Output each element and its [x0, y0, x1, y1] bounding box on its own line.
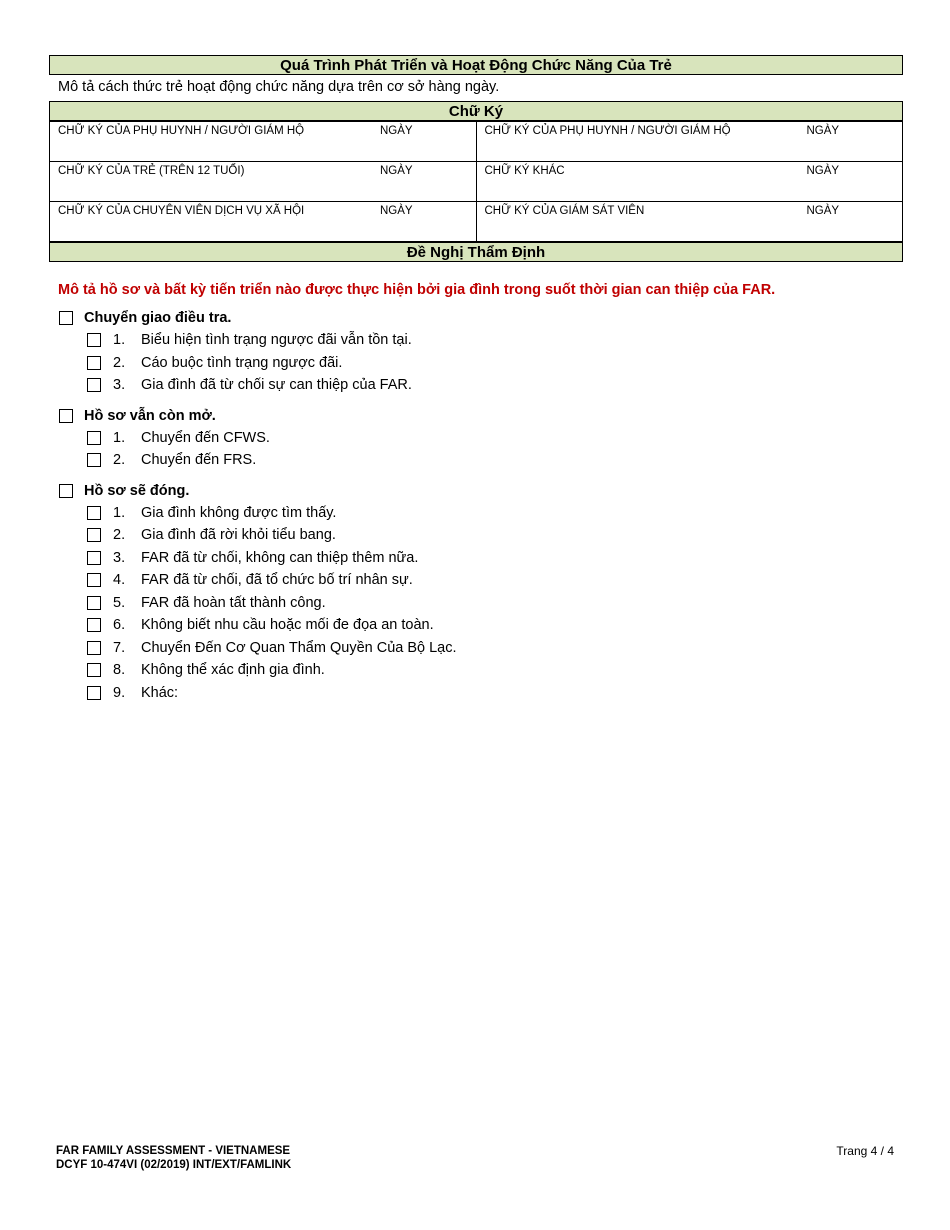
signature-label: CHỮ KÝ CỦA GIÁM SÁT VIÊN — [484, 205, 645, 217]
option-number: 2. — [113, 527, 126, 544]
form-page — [49, 55, 903, 704]
option-number: 2. — [113, 452, 126, 469]
option-number: 2. — [113, 354, 126, 371]
option-text: Gia đình đã rời khỏi tiểu bang. — [141, 527, 336, 544]
option-number: 3. — [113, 549, 126, 566]
signature-field[interactable] — [50, 202, 477, 242]
option-number: 6. — [113, 617, 126, 634]
option-text: Không thể xác định gia đình. — [141, 662, 325, 679]
option-checkbox[interactable] — [87, 551, 101, 565]
option-text: FAR đã từ chối, không can thiệp thêm nữa. — [141, 549, 419, 566]
option-item — [87, 374, 903, 397]
option-text: Cáo buộc tình trạng ngược đãi. — [141, 354, 343, 371]
option-item — [87, 547, 903, 570]
date-label: NGÀY — [380, 125, 413, 137]
option-item — [87, 569, 903, 592]
development-section-header: Quá Trình Phát Triển và Hoạt Động Chức Năng Của Trẻ — [49, 55, 903, 75]
option-group — [59, 307, 903, 397]
group-checkbox[interactable] — [59, 409, 73, 423]
option-text: Không biết nhu cầu hoặc mối đe đọa an toàn. — [141, 617, 434, 634]
group-label: Hồ sơ sẽ đóng. — [84, 482, 190, 499]
development-description: Mô tả cách thức trẻ hoạt động chức năng dựa trên cơ sở hàng ngày. — [58, 79, 500, 95]
option-item — [87, 352, 903, 375]
date-label: NGÀY — [806, 125, 840, 137]
signature-field[interactable] — [50, 162, 477, 202]
signature-table — [49, 121, 903, 242]
signature-row — [50, 122, 903, 162]
signature-section-header: Chữ Ký — [49, 101, 903, 121]
signature-label: CHỮ KÝ KHÁC — [484, 165, 565, 177]
recommendation-instruction: Mô tả hồ sơ và bất kỳ tiến triển nào được thực hiện bởi gia đình trong suốt thời gian can thiệp của FAR. — [58, 282, 776, 298]
date-label: NGÀY — [380, 165, 413, 177]
option-number: 8. — [113, 662, 126, 679]
option-checkbox[interactable] — [87, 596, 101, 610]
option-item — [87, 449, 903, 472]
form-name: FAR FAMILY ASSESSMENT - VIETNAMESE — [56, 1145, 291, 1157]
signature-field[interactable] — [476, 122, 903, 162]
option-checkbox[interactable] — [87, 528, 101, 542]
date-label: NGÀY — [806, 165, 840, 177]
option-checkbox[interactable] — [87, 333, 101, 347]
option-text: Gia đình đã từ chối sự can thiệp của FAR. — [141, 377, 412, 394]
option-number: 1. — [113, 504, 126, 521]
option-checkbox[interactable] — [87, 431, 101, 445]
option-item — [87, 659, 903, 682]
option-group — [59, 480, 903, 705]
signature-label: CHỮ KÝ CỦA TRẺ (TRÊN 12 TUỔI) — [58, 165, 245, 177]
recommendation-section-header: Đề Nghị Thẩm Định — [49, 242, 903, 262]
recommendation-options — [49, 307, 903, 704]
page-number: Trang 4 / 4 — [836, 1144, 894, 1158]
option-checkbox[interactable] — [87, 618, 101, 632]
option-number: 1. — [113, 429, 126, 446]
form-footer — [56, 1144, 291, 1172]
option-group-header — [59, 405, 903, 427]
option-number: 5. — [113, 594, 126, 611]
signature-label: CHỮ KÝ CỦA CHUYÊN VIÊN DỊCH VỤ XÃ HỘI — [58, 205, 305, 217]
option-item — [87, 682, 903, 705]
option-number: 7. — [113, 639, 126, 656]
date-label: NGÀY — [806, 205, 840, 217]
option-group-header — [59, 480, 903, 502]
group-label: Chuyển giao điều tra. — [84, 310, 232, 326]
signature-field[interactable] — [50, 122, 477, 162]
group-checkbox[interactable] — [59, 484, 73, 498]
date-label: NGÀY — [380, 205, 413, 217]
option-checkbox[interactable] — [87, 686, 101, 700]
option-text: Chuyển đến FRS. — [141, 452, 257, 469]
option-checkbox[interactable] — [87, 506, 101, 520]
option-checkbox[interactable] — [87, 378, 101, 392]
signature-row — [50, 202, 903, 242]
option-number: 4. — [113, 572, 126, 589]
option-number: 3. — [113, 377, 126, 394]
option-item — [87, 637, 903, 660]
option-text: Biểu hiện tình trạng ngược đãi vẫn tồn tại. — [141, 332, 412, 349]
option-text: Gia đình không được tìm thấy. — [141, 504, 337, 521]
group-checkbox[interactable] — [59, 311, 73, 325]
option-number: 9. — [113, 684, 126, 701]
option-item — [87, 614, 903, 637]
group-label: Hồ sơ vẫn còn mở. — [84, 407, 216, 424]
option-item — [87, 427, 903, 450]
option-text: FAR đã hoàn tất thành công. — [141, 594, 326, 611]
option-group — [59, 405, 903, 472]
signature-label: CHỮ KÝ CỦA PHỤ HUYNH / NGƯỜI GIÁM HỘ — [58, 125, 305, 137]
option-text: Chuyển đến CFWS. — [141, 429, 270, 446]
option-checkbox[interactable] — [87, 356, 101, 370]
option-checkbox[interactable] — [87, 573, 101, 587]
option-checkbox[interactable] — [87, 641, 101, 655]
option-number: 1. — [113, 332, 126, 349]
signature-field[interactable] — [476, 162, 903, 202]
option-item — [87, 524, 903, 547]
option-text: FAR đã từ chối, đã tổ chức bố trí nhân sự. — [141, 572, 413, 589]
signature-row — [50, 162, 903, 202]
signature-label: CHỮ KÝ CỦA PHỤ HUYNH / NGƯỜI GIÁM HỘ — [484, 125, 731, 137]
signature-field[interactable] — [476, 202, 903, 242]
option-checkbox[interactable] — [87, 663, 101, 677]
option-item — [87, 592, 903, 615]
form-code: DCYF 10-474VI (02/2019) INT/EXT/FAMLINK — [56, 1159, 292, 1171]
option-text: Chuyển Đến Cơ Quan Thẩm Quyền Của Bộ Lạc. — [141, 639, 457, 656]
option-item — [87, 502, 903, 525]
option-item — [87, 329, 903, 352]
option-text: Khác: — [141, 684, 179, 701]
option-checkbox[interactable] — [87, 453, 101, 467]
option-group-header — [59, 307, 903, 329]
